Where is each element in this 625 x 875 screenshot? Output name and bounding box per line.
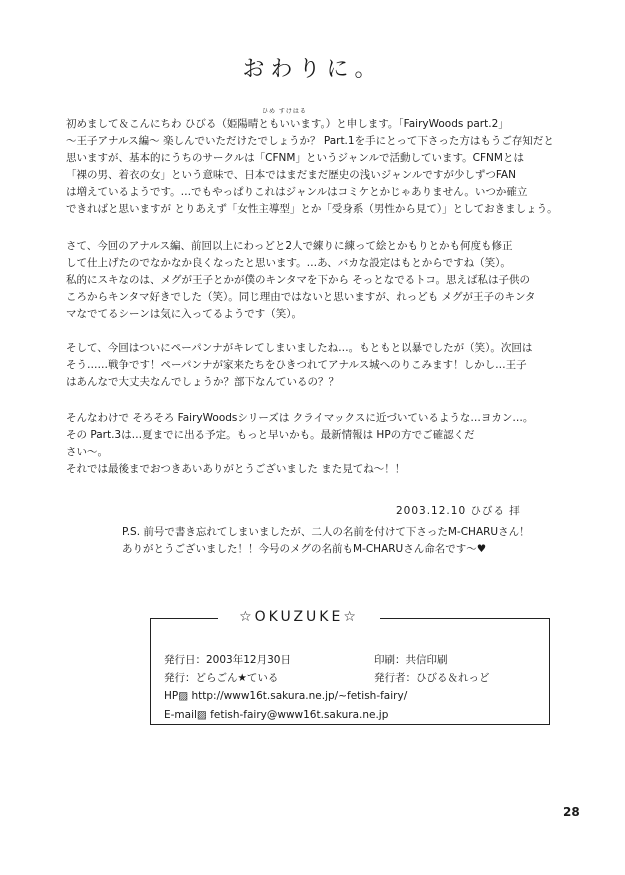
text-line: ありがとうございました！！今号のメグの名前もM-CHARUさん命名です〜♥ xyxy=(122,543,487,555)
text-line: は増えているようです。…でもやっぱりこれはジャンルはコミケとかじゃありません。いつか確立 xyxy=(66,186,528,198)
paragraph-intro xyxy=(66,116,606,218)
text-line: して仕上げたのでなかなか良くなったと思います。…あ、バカな設定はもとからですね（笑）。 xyxy=(66,257,511,269)
postscript xyxy=(122,524,602,558)
text-line: 私的にスキなのは、メグが王子とかが僕のキンタマを下から そっとなでるトコ。思えば私は子供の xyxy=(66,274,530,286)
colophon-title: ☆OKUZUKE☆ xyxy=(239,609,359,625)
text-line: ころからキンタマ好きでした（笑）。同じ理由ではないと思いますが、れっども メグが王子のキンタ xyxy=(66,291,536,303)
paragraph-story-notes xyxy=(66,238,606,323)
paragraph-closing xyxy=(66,410,606,478)
name-reading-ruby: ひめ すけはる xyxy=(262,108,307,115)
text-line: その Part.3は…夏までに出る予定。もっと早いかも。最新情報は HPの方でご確認くだ xyxy=(66,429,475,441)
homepage-url: HP▨ http://www16t.sakura.ne.jp/~fetish-fairy/ xyxy=(164,690,408,702)
issue-date: 発行日：2003年12月30日 xyxy=(164,654,291,666)
text-line: さい〜。 xyxy=(66,446,108,458)
text-line: さて、今回のアナルス編、前回以上にわっどと2人で練りに練って絵とかもりとかも何度も修正 xyxy=(66,240,513,252)
printer: 印刷：共信印刷 xyxy=(374,654,448,666)
page-title: おわりに。 xyxy=(242,57,383,82)
text-line: P.S. 前号で書き忘れてしまいましたが、二人の名前を付けて下さったM-CHARUさん！ xyxy=(122,526,530,538)
email-address: E-mail▨ fetish-fairy@www16t.sakura.ne.jp xyxy=(164,709,389,721)
editor: 発行者：ひびる＆れっど xyxy=(374,672,490,684)
page-number: 28 xyxy=(563,805,580,819)
paragraph-next-story xyxy=(66,340,606,391)
text-line: 「裸の男、着衣の女」という意味で、日本ではまだまだ歴史の浅いジャンルですが少しずつFAN xyxy=(66,169,516,181)
text-line: 〜王子アナルス編〜 楽しんでいただけたでしょうか？ Part.1を手にとって下さった方はもうご存知だと xyxy=(66,135,554,147)
text-line: できればと思いますが とりあえず「女性主導型」とか「受身系（男性から見て）」としておきましょう。 xyxy=(66,203,558,215)
publisher: 発行：どらごん★ている xyxy=(164,672,279,684)
author-signature: 2003.12.10 ひびる 拝 xyxy=(396,505,521,517)
text-line: そう……戦争です！ペーパンナが家来たちをひきつれてアナルス城へのりこみます！しかし…王子 xyxy=(66,359,527,371)
text-line: 思いますが、基本的にうちのサークルは「CFNM」というジャンルで活動しています。CFNMとは xyxy=(66,152,524,164)
text-line: はあんなで大丈夫なんでしょうか？部下なんているの？？ xyxy=(66,376,339,388)
text-line: マなでてるシーンは気に入ってるようです（笑）。 xyxy=(66,308,303,320)
text-line: そんなわけで そろそろ FairyWoodsシリーズは クライマックスに近づいているような…ヨカン…。 xyxy=(66,412,534,424)
colophon-border xyxy=(150,618,218,619)
colophon-border xyxy=(380,618,549,619)
text-line: 初めまして＆こんにちわ ひびる（姫陽晴ともいいます。）と申します。「FairyWoods part.2」 xyxy=(66,118,509,130)
text-line: そして、今回はついにペーパンナがキレてしまいましたね…。もともと以暴でしたが（笑）。次回は xyxy=(66,342,533,354)
text-line: それでは最後までおつきあいありがとうございました また見てね〜！！ xyxy=(66,463,406,475)
